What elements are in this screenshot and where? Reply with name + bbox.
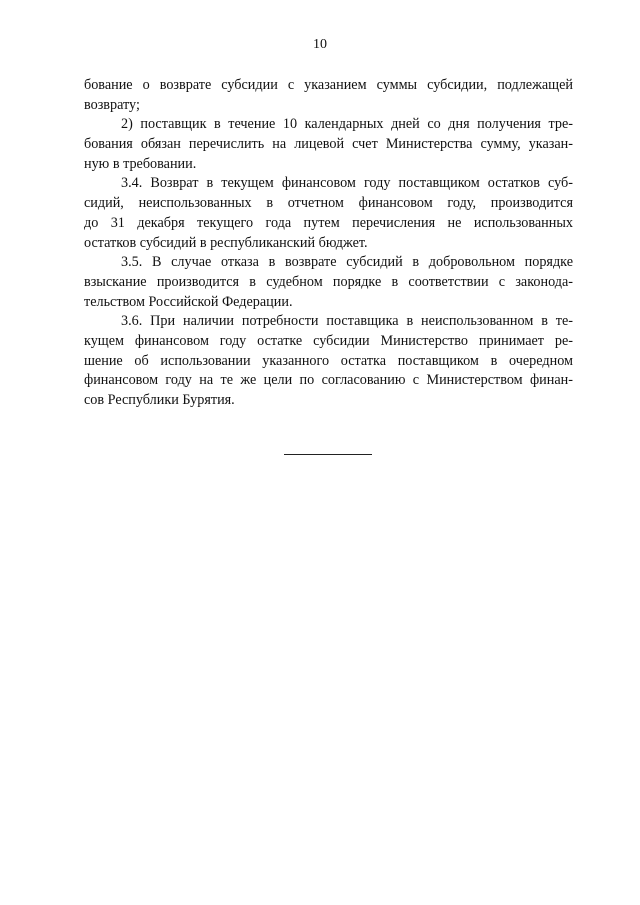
text-line: кущем финансовом году остатке субсидии Министерство принимает ре- — [84, 332, 573, 349]
text-line: 3.5. В случае отказа в возврате субсидий в добровольном порядке — [121, 254, 573, 271]
text-line: возврату; — [84, 96, 140, 113]
text-line: бования обязан перечислить на лицевой счет Министерства сумму, указан- — [84, 136, 573, 153]
closing-separator-line — [284, 454, 372, 455]
text-line: финансовом году на те же цели по согласованию с Министерством финан- — [84, 372, 573, 389]
text-line: 2) поставщик в течение 10 календарных дней со дня получения тре- — [121, 116, 573, 133]
text-line: бование о возврате субсидии с указанием суммы субсидии, подлежащей — [84, 77, 573, 93]
text-line: ную в требовании. — [84, 155, 197, 172]
text-line: шение об использовании указанного остатка поставщиком в очередном — [84, 352, 573, 369]
document-body — [84, 76, 573, 411]
text-line: сов Республики Бурятия. — [84, 392, 235, 408]
text-line: 3.4. Возврат в текущем финансовом году поставщиком остатков суб- — [121, 175, 573, 192]
text-line: тельством Российской Федерации. — [84, 293, 293, 310]
text-line: взыскание производится в судебном порядке в соответствии с законода- — [84, 273, 573, 290]
text-line: до 31 декабря текущего года путем перечисления не использованных — [84, 214, 573, 231]
text-line: остатков субсидий в республиканский бюджет. — [84, 234, 368, 251]
text-line: сидий, неиспользованных в отчетном финансовом году, производится — [84, 195, 573, 212]
page-number: 10 — [313, 37, 327, 52]
text-line: 3.6. При наличии потребности поставщика в неиспользованном в те- — [121, 313, 573, 330]
